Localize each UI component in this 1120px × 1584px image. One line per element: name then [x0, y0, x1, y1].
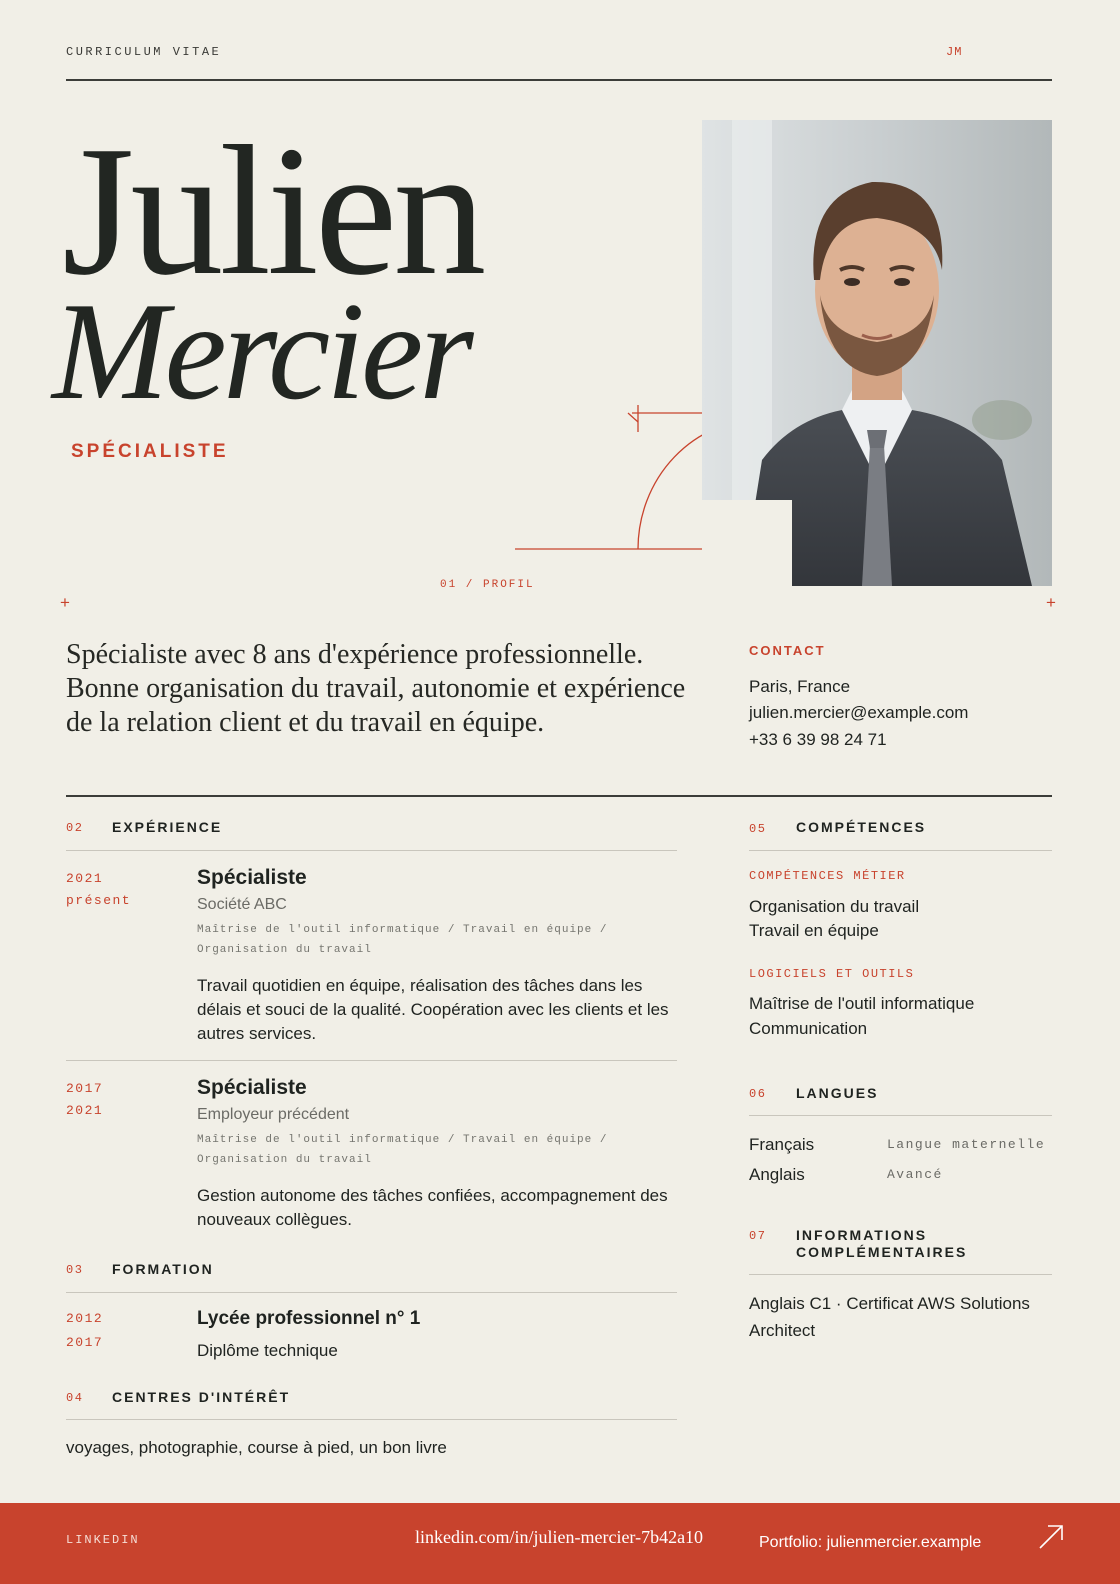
languages-title: LANGUES [796, 1085, 879, 1101]
job-description: Gestion autonome des tâches confiées, accompagnement des nouveaux collègues. [197, 1186, 668, 1229]
linkedin-link[interactable]: linkedin.com/in/julien-mercier-7b42a10 [415, 1527, 704, 1547]
job-title: Spécialiste [197, 866, 307, 889]
skills-divider [749, 850, 1052, 851]
contact-email[interactable]: julien.mercier@example.com [749, 703, 969, 722]
language-level: Avancé [887, 1167, 943, 1182]
job-description: Travail quotidien en équipe, réalisation des tâches dans les délais et souci de la qualité. Coopération avec les clients et les autres services. [197, 976, 669, 1043]
additional-text: Anglais C1 · Certificat AWS Solutions Architect [749, 1294, 1030, 1340]
skill-item: Travail en équipe [749, 921, 879, 940]
skills-number: 05 [749, 822, 767, 836]
additional-number: 07 [749, 1229, 767, 1243]
education-date-end: 2017 [66, 1335, 104, 1350]
crosshair-right-icon: + [1046, 593, 1056, 612]
contact-title: CONTACT [749, 643, 826, 658]
portrait-photo [702, 120, 1052, 586]
experience-divider [66, 850, 677, 851]
profile-summary: Spécialiste avec 8 ans d'expérience professionnelle. Bonne organisation du travail, autonomie et expérience de la relation client et du travail en équipe. [66, 639, 686, 738]
contact-city: Paris, France [749, 677, 851, 696]
interests-text: voyages, photographie, course à pied, un bon livre [66, 1438, 447, 1457]
education-number: 03 [66, 1263, 84, 1277]
additional-title-line1: INFORMATIONS [796, 1227, 928, 1243]
languages-number: 06 [749, 1087, 767, 1101]
job-date-end: présent [66, 893, 132, 908]
job-divider [66, 1060, 677, 1061]
job-date-start: 2021 [66, 871, 104, 886]
additional-title-line2: COMPLÉMENTAIRES [796, 1244, 968, 1260]
profile-section-label: 01 / PROFIL [440, 579, 535, 591]
education-divider [66, 1292, 677, 1293]
experience-number: 02 [66, 821, 84, 835]
additional-divider [749, 1274, 1052, 1275]
skills-title: COMPÉTENCES [796, 819, 927, 835]
job-company: Société ABC [197, 896, 287, 913]
document-label: CURRICULUM VITAE [66, 45, 222, 59]
interests-divider [66, 1419, 677, 1420]
experience-title: EXPÉRIENCE [112, 819, 223, 835]
job-role: SPÉCIALISTE [71, 441, 229, 462]
last-name: Mercier [52, 274, 470, 429]
skill-item: Organisation du travail [749, 897, 920, 916]
linkedin-label: LINKEDIN [66, 1533, 140, 1547]
arrow-up-right-icon[interactable] [1038, 1524, 1064, 1550]
initials: JM [946, 45, 963, 59]
job-title: Spécialiste [197, 1076, 307, 1099]
job-date-end: 2021 [66, 1103, 104, 1118]
education-date-start: 2012 [66, 1311, 104, 1326]
top-divider [66, 79, 1052, 81]
crosshair-left-icon: + [60, 593, 70, 612]
job-company: Employeur précédent [197, 1106, 350, 1123]
contact-phone[interactable]: +33 6 39 98 24 71 [749, 730, 887, 749]
business-skills-label: COMPÉTENCES MÉTIER [749, 869, 906, 883]
education-degree: Diplôme technique [197, 1341, 338, 1360]
tools-label: LOGICIELS ET OUTILS [749, 967, 915, 981]
job-date-start: 2017 [66, 1081, 104, 1096]
first-name: Julien [62, 108, 483, 314]
job-skills: Maîtrise de l'outil informatique / Travail en équipe / Organisation du travail [197, 924, 608, 956]
mid-divider [66, 795, 1052, 797]
job-skills: Maîtrise de l'outil informatique / Travail en équipe / Organisation du travail [197, 1134, 608, 1166]
language-name: Français [749, 1135, 815, 1154]
portfolio-link[interactable]: Portfolio: julienmercier.example [759, 1534, 982, 1551]
education-school: Lycée professionnel n° 1 [197, 1308, 421, 1329]
language-name: Anglais [749, 1165, 805, 1184]
tool-item: Maîtrise de l'outil informatique [749, 994, 975, 1013]
education-title: FORMATION [112, 1261, 214, 1277]
languages-divider [749, 1115, 1052, 1116]
tool-item: Communication [749, 1019, 868, 1038]
interests-number: 04 [66, 1391, 84, 1405]
interests-title: CENTRES D'INTÉRÊT [112, 1389, 291, 1405]
language-level: Langue maternelle [887, 1137, 1046, 1152]
